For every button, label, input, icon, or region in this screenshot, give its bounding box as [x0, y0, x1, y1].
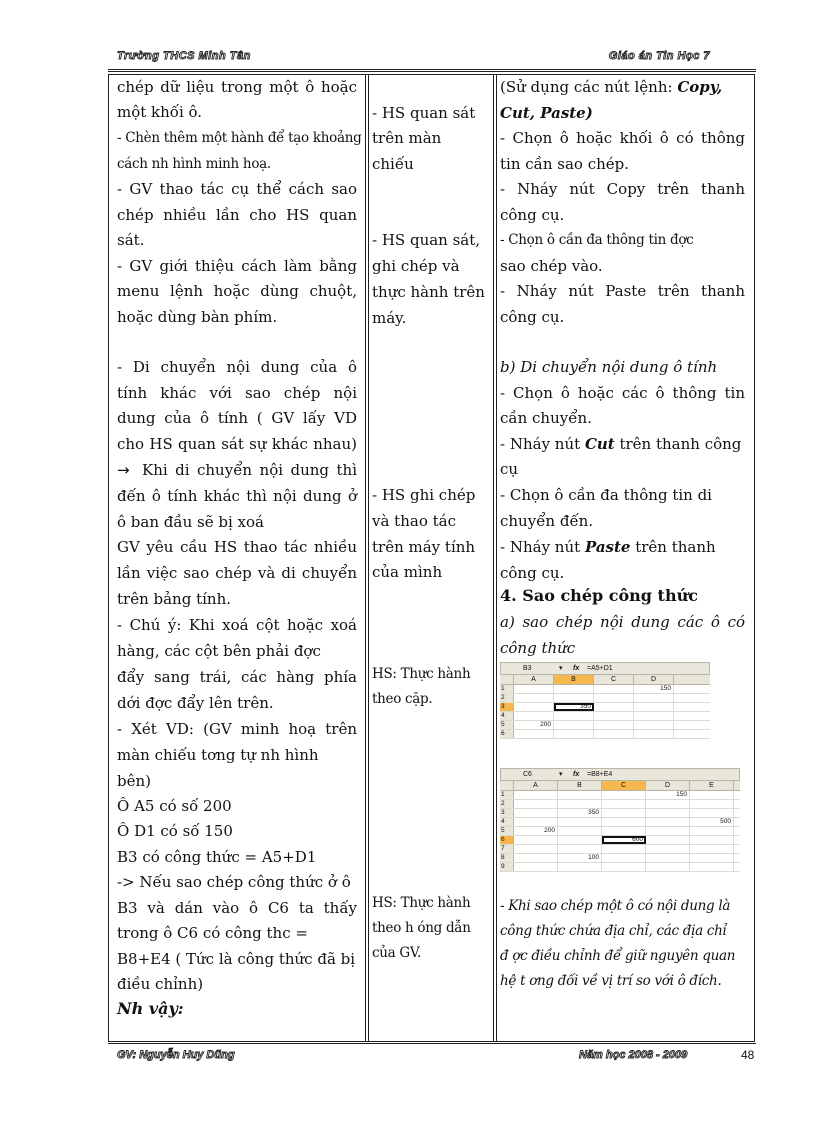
- col3-line: - Nháy nút Paste trên thanh: [500, 538, 716, 556]
- col1-line: tính khác với sao chép nội: [117, 384, 357, 402]
- col3-line: tin cần sao chép.: [500, 155, 630, 173]
- col1-line: trong ô C6 có công thc =: [117, 924, 308, 942]
- col1-line: cho HS quan sát sự khác nhau): [117, 435, 357, 453]
- col1-line: lần việc sao chép và di chuyển: [117, 564, 357, 582]
- formula-text: =A5+D1: [587, 665, 613, 672]
- col1-line: Ô A5 có số 200: [117, 797, 232, 815]
- col1-line: cách nh hình minh hoạ.: [117, 156, 271, 172]
- col2-line: HS: Thực hành: [372, 895, 471, 911]
- name-box: C6: [523, 771, 532, 778]
- col1-line: hàng, các cột bên phải đợc: [117, 642, 321, 660]
- col3-line: Cut, Paste): [500, 104, 593, 122]
- col2-line: theo cặp.: [372, 691, 433, 707]
- footer-author: GV: Nguyễn Huy Dũng: [117, 1049, 235, 1061]
- col2-line: ghi chép và: [372, 257, 460, 275]
- header-subject: Giáo án Tin Học 7: [608, 50, 710, 62]
- col1-line: Ô D1 có số 150: [117, 822, 233, 840]
- footer-rule: [108, 1043, 756, 1044]
- footer-year: Năm học 2008 - 2009: [579, 1049, 688, 1061]
- col1-line: Nh vậy:: [117, 999, 184, 1018]
- col2-line: của GV.: [372, 945, 421, 961]
- col1-line: ô ban đầu sẽ bị xoá: [117, 513, 264, 531]
- col2-line: - HS ghi chép: [372, 486, 476, 504]
- col3-line: công cụ.: [500, 308, 565, 326]
- col1-line: GV yêu cầu HS thao tác nhiều: [117, 538, 357, 556]
- excel-screenshot-1: B3 ▾ fx =A5+D1 A B C D 1 150 2 3 350 4 5 200 6: [500, 662, 710, 739]
- col3-line: - Nháy nút Copy trên thanh: [500, 180, 745, 198]
- col1-line: - Di chuyển nội dung của ô: [117, 358, 357, 376]
- col1-line: -> Nếu sao chép công thức ở ô: [117, 873, 351, 891]
- col2-line: theo h óng dẫn: [372, 920, 471, 936]
- col2-line: máy.: [372, 309, 407, 327]
- col1-line: đẩy sang trái, các hàng phía: [117, 668, 357, 686]
- col1-line: dới đợc đẩy lên trên.: [117, 694, 274, 712]
- col3-line: hệ t ơng đối về vị trí so với ô đích.: [500, 973, 722, 989]
- col2-line: - HS quan sát: [372, 104, 476, 122]
- col3-line: công cụ.: [500, 206, 565, 224]
- col1-line: chép dữ liệu trong một ô hoặc: [117, 78, 357, 96]
- col1-line: màn chiếu tơng tự nh hình: [117, 746, 319, 764]
- col3-line: công thức: [500, 639, 576, 657]
- col2-line: của mình: [372, 563, 443, 581]
- col3-line: đ ợc điều chỉnh để giữ nguyên quan: [500, 948, 736, 964]
- arrow-icon: →: [117, 461, 130, 479]
- col1-line: dung của ô tính ( GV lấy VD: [117, 409, 357, 427]
- col3-line: - Nháy nút Cut trên thanh công: [500, 435, 742, 453]
- col3-line: chuyển đến.: [500, 512, 594, 530]
- col2-line: chiếu: [372, 155, 414, 173]
- col3-line: - Nháy nút Paste trên thanh: [500, 282, 745, 300]
- col1-line: Khi di chuyển nội dung thì: [142, 461, 357, 479]
- header-school: Trường THCS Minh Tân: [117, 50, 251, 62]
- col1-line: - Chú ý: Khi xoá cột hoặc xoá: [117, 616, 357, 634]
- excel-screenshot-2: C6 ▾ fx =B8+E4 A B C D E 1 150 2 3 350 4 500 5 200 6 600 7 8 100 9: [500, 768, 740, 872]
- col3-line: sao chép vào.: [500, 257, 603, 275]
- col2-line: trên máy tính: [372, 538, 476, 556]
- page-number: 48: [741, 1048, 755, 1062]
- col3-line: - Khi sao chép một ô có nội dung là: [500, 898, 731, 914]
- fx-icon: fx: [573, 665, 580, 672]
- col1-line: B3 có công thức = A5+D1: [117, 848, 317, 866]
- col1-line: - GV giới thiệu cách làm bằng: [117, 257, 357, 275]
- col1-line: điều chỉnh): [117, 975, 204, 993]
- col3-line: - Chọn ô cần đa thông tin di: [500, 486, 712, 504]
- fx-icon: fx: [573, 771, 580, 778]
- col1-line: - Chèn thêm một hành để tạo khoảng: [117, 130, 362, 146]
- col1-line: B3 và dán vào ô C6 ta thấy: [117, 899, 357, 917]
- col1-line: đến ô tính khác thì nội dung ở: [117, 487, 357, 505]
- col1-line: hoặc dùng bàn phím.: [117, 308, 278, 326]
- col2-line: - HS quan sát,: [372, 231, 481, 249]
- col3-line: - Chọn ô cần đa thông tin đợc: [500, 232, 694, 248]
- formula-text: =B8+E4: [587, 771, 613, 778]
- col2-line: thực hành trên: [372, 283, 485, 301]
- col3-line: - Chọn ô hoặc các ô thông tin: [500, 384, 745, 402]
- col3-line: công thức chứa địa chỉ, các địa chỉ: [500, 923, 727, 939]
- col3-line: b) Di chuyển nội dung ô tính: [500, 358, 718, 376]
- col1-line: trên bảng tính.: [117, 590, 231, 608]
- name-box: B3: [523, 665, 532, 672]
- col2-line: và thao tác: [372, 512, 456, 530]
- col2-line: trên màn: [372, 129, 442, 147]
- col1-line: menu lệnh hoặc dùng chuột,: [117, 282, 357, 300]
- col2-line: HS: Thực hành: [372, 666, 471, 682]
- col3-line: cụ: [500, 460, 519, 478]
- col3-line: cần chuyển.: [500, 409, 592, 427]
- col3-line: (Sử dụng các nút lệnh: Copy,: [500, 78, 723, 96]
- col1-line: B8+E4 ( Tức là công thức đã bị: [117, 950, 356, 968]
- col3-line: a) sao chép nội dung các ô có: [500, 613, 745, 631]
- col3-line: công cụ.: [500, 564, 565, 582]
- col1-line: - Xét VD: (GV minh hoạ trên: [117, 720, 357, 738]
- col1-line: sát.: [117, 231, 145, 249]
- section-heading: 4. Sao chép công thức: [500, 586, 698, 605]
- col3-line: - Chọn ô hoặc khối ô có thông: [500, 129, 745, 147]
- col1-line: - GV thao tác cụ thể cách sao: [117, 180, 357, 198]
- header-rule: [108, 69, 756, 72]
- col1-line: chép nhiều lần cho HS quan: [117, 206, 357, 224]
- col1-line: một khối ô.: [117, 103, 203, 121]
- col1-line: bên): [117, 772, 151, 790]
